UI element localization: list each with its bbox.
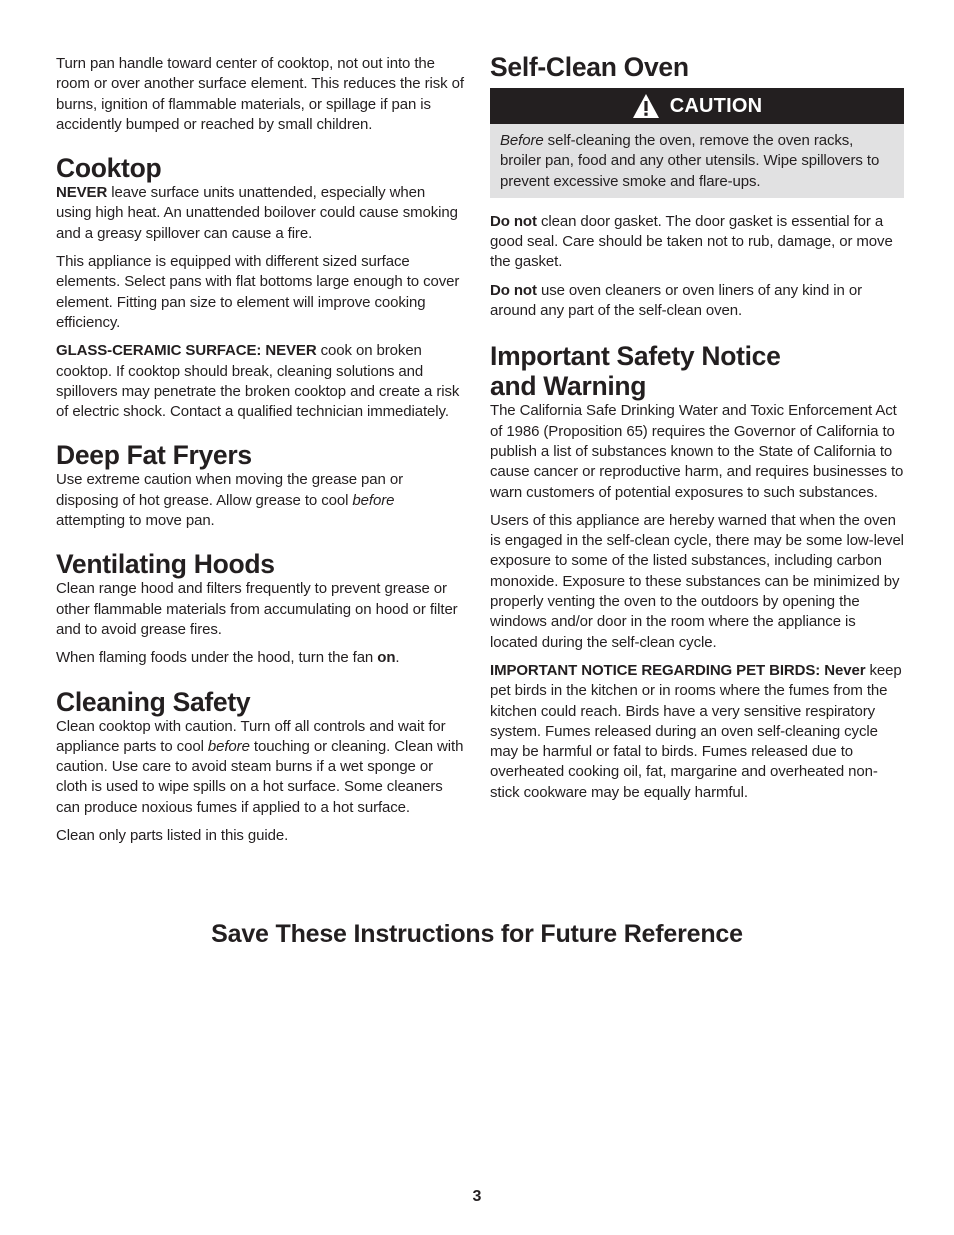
cooktop-paragraph-2: This appliance is equipped with different sized surface elements. Select pans with flat bottoms large enough to cover element. Fitting pan size to element will improve cooking efficiency. [56, 253, 460, 331]
deep-fat-fryers-heading: Deep Fat Fryers [56, 440, 252, 471]
ventilating-hoods-heading: Ventilating Hoods [56, 549, 275, 580]
safety-notice-paragraph-2: Users of this appliance are hereby warned that when the oven is engaged in the self-clean cycle, there may be some low-level exposure to some of the listed substances, including carbon monoxide. Exposure to these substances can be minimized by properly venting the oven to the outdoors by opening the windows and/or door in the room where the appliance is located during the self-clean cycle. [490, 511, 904, 651]
page-number: 3 [472, 1188, 482, 1205]
safety-notice-paragraph-1: The California Safe Drinking Water and Toxic Enforcement Act of 1986 (Proposition 65) requires the Governor of California to publish a list of substances known to the State of California to cause cancer or reproductive harm, and requires businesses to warn customers of potential exposures to such substances. [490, 402, 904, 501]
safety-notice-heading [490, 341, 904, 401]
cleaning-safety-paragraph-2: Clean only parts listed in this guide. [56, 827, 289, 845]
ventilating-hoods-paragraph-1: Clean range hood and filters frequently to prevent grease or other flammable materials from accumulating on hood or filter and to avoid grease fires. [56, 580, 458, 638]
right-column [490, 52, 904, 811]
deep-fat-fryers-paragraph: Use extreme caution when moving the grease pan or disposing of hot grease. Allow grease to cool before attempting to move pan. [56, 471, 403, 530]
left-column [56, 54, 464, 854]
intro-paragraph: Turn pan handle toward center of cooktop, not out into the room or over another surface element. This reduces the risk of burns, ignition of flammable materials, or spillage if pan is accidently bumped or reached by small children. [56, 55, 464, 133]
warning-triangle-icon [632, 93, 660, 119]
safety-notice-heading-line-1: Important Safety Notice [490, 341, 781, 372]
caution-text: Before self-cleaning the oven, remove the oven racks, broiler pan, food and any other utensils. Wipe spillovers to prevent excessive smoke and flare-ups. [500, 132, 880, 190]
safety-notice-heading-line-2: and Warning [490, 371, 647, 402]
cooktop-paragraph-3: GLASS-CERAMIC SURFACE: NEVER cook on broken cooktop. If cooktop should break, cleaning solutions and spillovers may penetrate the broken cooktop and create a risk of electric shock. Contact a qualified technician immediately. [56, 342, 460, 421]
caution-box [490, 124, 904, 198]
cooktop-heading: Cooktop [56, 153, 162, 184]
self-clean-oven-heading: Self-Clean Oven [490, 52, 689, 82]
caution-banner [490, 88, 904, 124]
self-clean-paragraph-2: Do not use oven cleaners or oven liners of any kind in or around any part of the self-clean oven. [490, 281, 862, 320]
ventilating-hoods-paragraph-2: When flaming foods under the hood, turn the fan on. [56, 649, 400, 667]
pet-birds-notice-paragraph: IMPORTANT NOTICE REGARDING PET BIRDS: Never keep pet birds in the kitchen or in rooms where the fumes from the kitchen could reach. Birds have a very sensitive respiratory system. Fumes released during an oven self-cleaning cycle may be harmful or fatal to birds. Fumes released due to overheated cooking oil, fat, margarine and overheated non-stick cookware may be equally harmful. [490, 661, 902, 801]
caution-label: CAUTION [669, 94, 763, 117]
self-clean-oven-section [490, 52, 904, 321]
save-instructions-heading: Save These Instructions for Future Reference [211, 920, 743, 948]
deep-fat-fryers-section [56, 440, 464, 531]
cooktop-paragraph-1: NEVER leave surface units unattended, especially when using high heat. An unattended boilover could cause smoking and a greasy spillover can cause a fire. [56, 184, 458, 242]
cleaning-safety-section [56, 687, 464, 847]
cooktop-section [56, 153, 464, 422]
self-clean-paragraph-1: Do not clean door gasket. The door gasket is essential for a good seal. Care should be taken not to rub, damage, or move the gasket. [490, 212, 893, 271]
cleaning-safety-paragraph-1: Clean cooktop with caution. Turn off all controls and wait for appliance parts to cool before touching or cleaning. Clean with caution. Use care to avoid steam burns if a wet sponge or cloth is used to wipe spills on a hot surface. Some cleaners can produce noxious fumes if applied to a hot surface. [56, 717, 464, 816]
cleaning-safety-heading: Cleaning Safety [56, 686, 251, 717]
ventilating-hoods-section [56, 549, 464, 668]
safety-notice-section [490, 341, 904, 803]
